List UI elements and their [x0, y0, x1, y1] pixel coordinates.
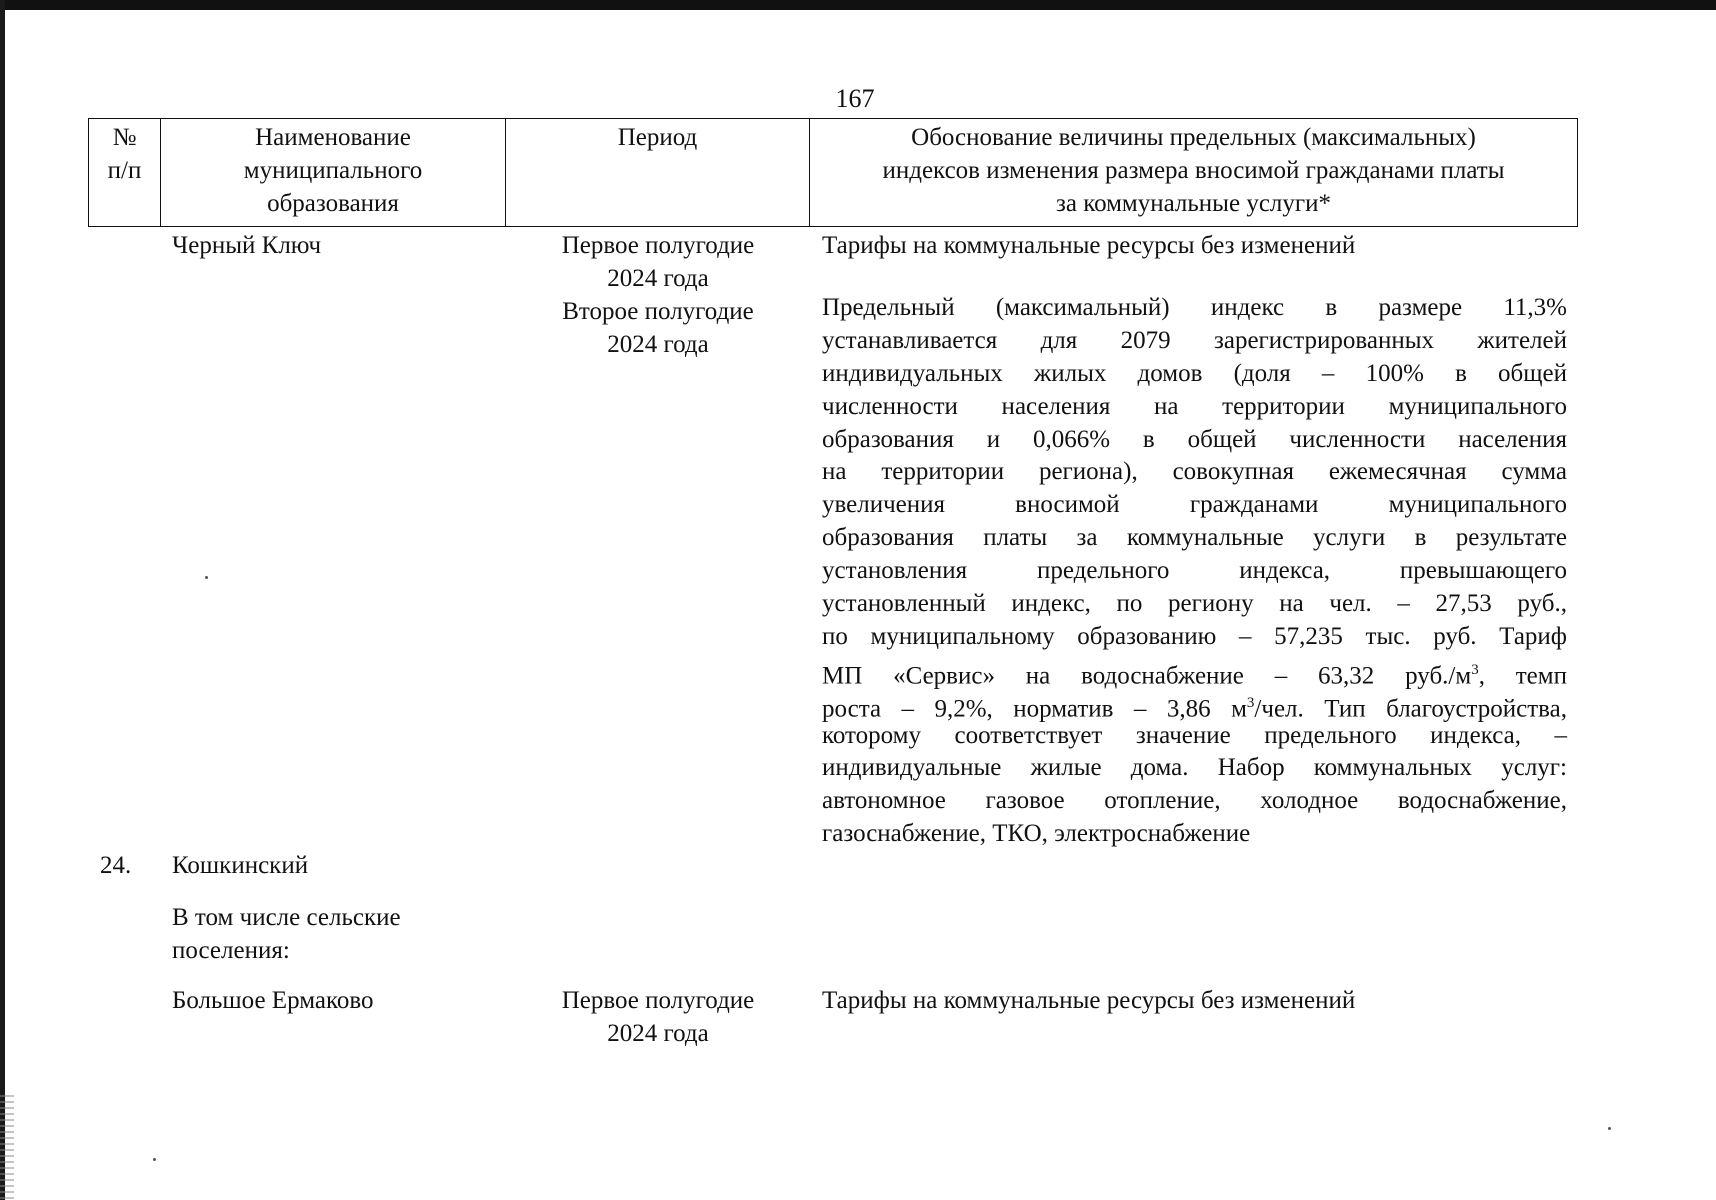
header-col-number-line: № [112, 124, 137, 151]
table-header [88, 118, 1578, 227]
header-col-name-line: Наименование [255, 124, 411, 151]
scan-top-border [0, 0, 1716, 10]
justification-line-tariff [822, 654, 1567, 690]
header-col-name-line: муниципального [243, 157, 423, 184]
justification-line: образования платы за коммунальные услуги в результате [822, 524, 1567, 552]
header-col-period-line: Период [617, 124, 698, 151]
period-first-half-chernyi-line1: Первое полугодие [561, 232, 755, 259]
justification-second-half-chernyi [822, 292, 1567, 851]
header-col-period [506, 119, 810, 226]
justification-line: по муниципальному образованию – 57,235 тыс. руб. Тариф [822, 622, 1567, 650]
justification-line: увеличения вносимой гражданами муниципального [822, 491, 1567, 519]
municipality-name-bolshoe-ermakovo: Большое Ермаково [172, 987, 374, 1014]
header-col-justification-line: индексов изменения размера вносимой гражданами платы [882, 157, 1505, 184]
justification-line: индивидуальных жилых домов (доля – 100% в общей [822, 359, 1567, 387]
tariff-tail: , темп [1478, 662, 1567, 690]
scan-edge-noise [0, 1095, 14, 1200]
justification-line: индивидуальные жилые дома. Набор коммунальных услуг: [822, 754, 1567, 782]
header-col-justification-line: за коммунальные услуги* [1055, 190, 1332, 217]
justification-line: газоснабжение, ТКО, электроснабжение [822, 820, 1251, 848]
justification-line: на территории региона), совокупная ежемесячная сумма [822, 458, 1567, 486]
header-col-name [161, 119, 506, 226]
justification-line: установления предельного индекса, превышающего [822, 557, 1567, 585]
subtitle-rural-settlements-line2: поселения: [172, 937, 290, 964]
justification-line: установленный индекс, по региону на чел. – 27,53 руб., [822, 590, 1567, 618]
justification-line: численности населения на территории муниципального [822, 392, 1567, 420]
justification-first-half-chernyi: Тарифы на коммунальные ресурсы без изменений [822, 232, 1356, 259]
superscript-cubic: 3 [1471, 661, 1479, 678]
subtitle-rural-settlements-line1: В том числе сельские [172, 904, 401, 931]
norm-tail: /чел. Тип благоустройства, [1254, 695, 1567, 723]
period-second-half-chernyi-line2: 2024 года [607, 331, 709, 358]
justification-first-half-ermakovo: Тарифы на коммунальные ресурсы без изменений [822, 987, 1356, 1014]
period-first-half-ermakovo-line2: 2024 года [607, 1020, 709, 1047]
municipality-name-chernyi-klyuch: Черный Ключ [172, 232, 322, 259]
justification-line: устанавливается для 2079 зарегистрированных жителей [822, 326, 1567, 354]
scan-speck [1608, 1127, 1611, 1130]
justification-line: образования и 0,066% в общей численности населения [822, 425, 1567, 453]
header-col-name-line: образования [267, 190, 399, 217]
header-col-justification [810, 119, 1577, 226]
superscript-cubic: 3 [1246, 694, 1255, 711]
header-col-number-line: п/п [107, 157, 142, 184]
period-first-half-ermakovo-line1: Первое полугодие [561, 987, 755, 1014]
justification-line: автономное газовое отопление, холодное водоснабжение, [822, 787, 1567, 815]
scan-left-border [0, 0, 5, 1200]
justification-line-norm [822, 687, 1567, 723]
row-number-24: 24. [100, 852, 132, 879]
header-col-number [89, 119, 161, 226]
period-first-half-chernyi-line2: 2024 года [607, 265, 709, 292]
tariff-text: МП «Сервис» на водоснабжение – 63,32 руб./м [822, 662, 1472, 690]
page-number: 167 [835, 84, 875, 113]
period-second-half-chernyi-line1: Второе полугодие [562, 298, 754, 325]
scan-speck [205, 576, 208, 579]
header-col-justification-line: Обоснование величины предельных (максимальных) [911, 124, 1476, 151]
municipality-name-koshkinsky: Кошкинский [172, 852, 309, 879]
scan-speck [153, 1158, 156, 1161]
justification-line: Предельный (максимальный) индекс в размере 11,3% [822, 294, 1567, 321]
norm-text: роста – 9,2%, норматив – 3,86 м [822, 695, 1247, 723]
justification-line: которому соответствует значение предельного индекса, – [822, 721, 1567, 749]
